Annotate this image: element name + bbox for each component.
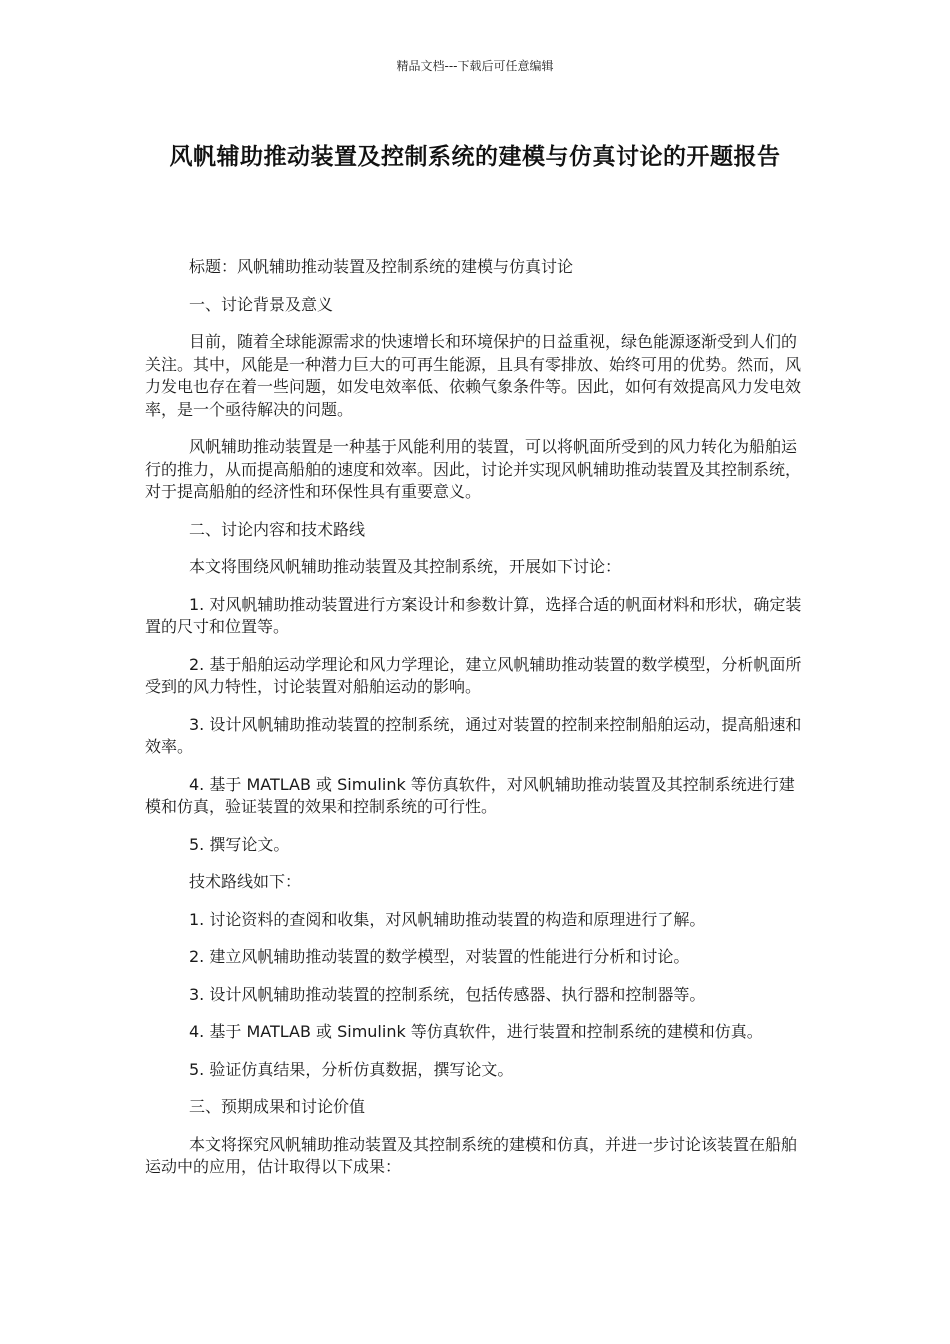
document-body (145, 256, 805, 1194)
list-item: 2. 基于船舶运动学理论和风力学理论，建立风帆辅助推动装置的数学模型，分析帆面所受到的风力特性，讨论装置对船舶运动的影响。 (145, 654, 802, 696)
list-item: 5. 撰写论文。 (189, 834, 290, 854)
list-item: 5. 验证仿真结果，分析仿真数据，撰写论文。 (189, 1059, 514, 1079)
list-item: 4. 基于 MATLAB 或 Simulink 等仿真软件，对风帆辅助推动装置及其控制系统进行建模和仿真，验证装置的效果和控制系统的可行性。 (145, 774, 795, 816)
paragraph: 风帆辅助推动装置是一种基于风能利用的装置，可以将帆面所受到的风力转化为船舶运行的推力，从而提高船舶的速度和效率。因此，讨论并实现风帆辅助推动装置及其控制系统，对于提高船舶的经济性和环保性具有重要意义。 (145, 437, 802, 501)
header-note: 精品文档---下载后可任意编辑 (396, 59, 554, 73)
section-heading-1: 一、讨论背景及意义 (189, 294, 334, 314)
list-item: 3. 设计风帆辅助推动装置的控制系统，通过对装置的控制来控制船舶运动，提高船速和效率。 (145, 714, 802, 756)
list-item: 3. 设计风帆辅助推动装置的控制系统，包括传感器、执行器和控制器等。 (189, 984, 706, 1004)
paragraph-subject: 标题：风帆辅助推动装置及控制系统的建模与仿真讨论 (189, 257, 574, 276)
list-item: 4. 基于 MATLAB 或 Simulink 等仿真软件，进行装置和控制系统的建模和仿真。 (189, 1022, 763, 1041)
list-item: 2. 建立风帆辅助推动装置的数学模型，对装置的性能进行分析和讨论。 (189, 947, 690, 966)
section-heading-2: 二、讨论内容和技术路线 (189, 519, 366, 539)
paragraph: 本文将探究风帆辅助推动装置及其控制系统的建模和仿真，并进一步讨论该装置在船舶运动中的应用，估计取得以下成果： (145, 1134, 798, 1176)
paragraph: 本文将围绕风帆辅助推动装置及其控制系统，开展如下讨论： (189, 557, 622, 576)
list-item: 1. 讨论资料的查阅和收集，对风帆辅助推动装置的构造和原理进行了解。 (189, 909, 706, 929)
paragraph: 技术路线如下： (189, 872, 302, 891)
paragraph: 目前，随着全球能源需求的快速增长和环境保护的日益重视，绿色能源逐渐受到人们的关注。其中，风能是一种潜力巨大的可再生能源，且具有零排放、始终可用的优势。然而，风力发电也存在着一些问题，如发电效率低、依赖气象条件等。因此，如何有效提高风力发电效率，是一个亟待解决的问题。 (145, 332, 802, 419)
section-heading-3: 三、预期成果和讨论价值 (189, 1097, 366, 1116)
list-item: 1. 对风帆辅助推动装置进行方案设计和参数计算，选择合适的帆面材料和形状，确定装置的尺寸和位置等。 (145, 594, 802, 636)
document-title: 风帆辅助推动装置及控制系统的建模与仿真讨论的开题报告 (169, 144, 781, 170)
